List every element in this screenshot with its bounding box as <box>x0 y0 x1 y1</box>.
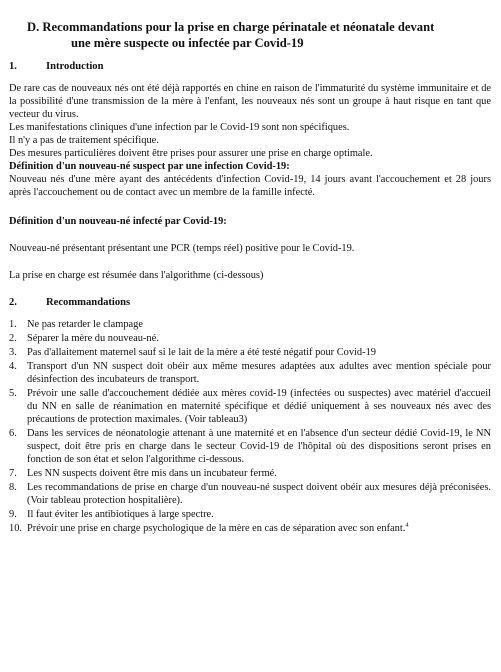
list-item-number: 7. <box>9 468 17 479</box>
section-1-heading <box>9 60 491 73</box>
list-item <box>9 346 491 359</box>
list-item <box>9 318 491 331</box>
list-item-number: 5. <box>9 388 17 399</box>
list-item-number: 9. <box>9 509 17 520</box>
section-1-title: Introduction <box>46 61 104 72</box>
list-item <box>9 508 491 521</box>
list-item-text: Prévoir une salle d'accouchement dédiée aux mères covid-19 (infectées ou suspectes) avec matériel d'accueil du NN en salle de réanimation en maternité spécifique et dédié uniquement à ses nouveaux nés avec des précautions de protection maximales. (Voir tableau3) <box>27 388 491 425</box>
list-item-number: 4. <box>9 361 17 372</box>
list-item <box>9 467 491 480</box>
algorithm-note: La prise en charge est résumée dans l'algorithme (ci-dessous) <box>9 270 264 281</box>
definition-suspect-heading: Définition d'un nouveau-né suspect par une infection Covid-19: <box>9 161 290 172</box>
list-item-number: 1. <box>9 319 17 330</box>
list-item-text: Ne pas retarder le clampage <box>27 319 143 330</box>
list-item <box>9 387 491 426</box>
definition-suspect-text: Nouveau nés d'une mère ayant des antécédents d'infection Covid-19, 14 jours avant l'accouchement et 28 jours après l'accouchement ou de contact avec un membre de la famille infecté. <box>9 174 491 198</box>
list-item-text: Pas d'allaitement maternel sauf si le lait de la mère a été testé négatif pour Covid-19 <box>27 347 376 358</box>
section-2-heading <box>9 296 491 309</box>
title-line-1: D. Recommandations pour la prise en charge périnatale et néonatale devant <box>27 20 435 34</box>
section-2-number: 2. <box>9 297 17 308</box>
title-line-2: une mère suspecte ou infectée par Covid-19 <box>71 35 304 50</box>
recommendations-list <box>9 318 491 535</box>
document-title <box>27 20 491 51</box>
list-item <box>9 332 491 345</box>
list-item-text: Prévoir une prise en charge psychologique de la mère en cas de séparation avec son enfant. <box>27 523 406 534</box>
section-2-title: Recommandations <box>46 297 131 308</box>
list-item-text-wrap <box>27 522 491 535</box>
list-item-number: 2. <box>9 333 17 344</box>
list-item-text: Transport d'un NN suspect doit obéir aux même mesures adaptées aux adultes avec mention spéciale pour désinfection des incubateurs de transport. <box>27 361 491 385</box>
list-item-text: Les NN suspects doivent être mis dans un incubateur fermé. <box>27 468 277 479</box>
intro-paragraph-2: Les manifestations cliniques d'une infection par le Covid-19 sont non spécifiques. <box>9 122 350 133</box>
list-item-text: Il faut éviter les antibiotiques à large spectre. <box>27 509 214 520</box>
definition-infected-heading: Définition d'un nouveau-né infecté par Covid-19: <box>9 216 227 227</box>
footnote-ref: 4 <box>405 521 409 529</box>
section-1-number: 1. <box>9 61 17 72</box>
list-item <box>9 360 491 386</box>
list-item <box>9 427 491 466</box>
list-item-number: 6. <box>9 428 17 439</box>
intro-paragraph-4: Des mesures particulières doivent être prises pour assurer une prise en charge optimale. <box>9 148 373 159</box>
list-item-number: 3. <box>9 347 17 358</box>
list-item <box>9 522 491 535</box>
definition-infected-text: Nouveau-né présentant présentant une PCR (temps réel) positive pour le Covid-19. <box>9 243 355 254</box>
list-item <box>9 481 491 507</box>
list-item-number: 10. <box>9 523 22 534</box>
intro-paragraph-3: Il n'y a pas de traitement spécifique. <box>9 135 159 146</box>
list-item-text: Les recommandations de prise en charge d'un nouveau-né suspect doivent obéir aux mesures déjà préconisées. (Voir tableau protection hospitalière). <box>27 482 491 506</box>
list-item-number: 8. <box>9 482 17 493</box>
list-item-text: Dans les services de néonatologie attenant à une maternité et en l'absence d'un secteur dédié Covid-19, le NN suspect, doit être pris en charge dans le secteur Covid-19 de l'hôpital où des dispositions seront prises en fonction de son état et selon l'algorithme ci-dessous. <box>27 428 491 465</box>
intro-paragraph-1: De rare cas de nouveaux nés ont été déjà rapportés en chine en raison de l'immaturité du système immunitaire et de la possibilité d'une transmission de la mère à l'enfant, les nouveaux nés sont un groupe à haut risque en tant que vecteur du virus. <box>9 83 491 120</box>
list-item-text: Séparer la mère du nouveau-né. <box>27 333 159 344</box>
